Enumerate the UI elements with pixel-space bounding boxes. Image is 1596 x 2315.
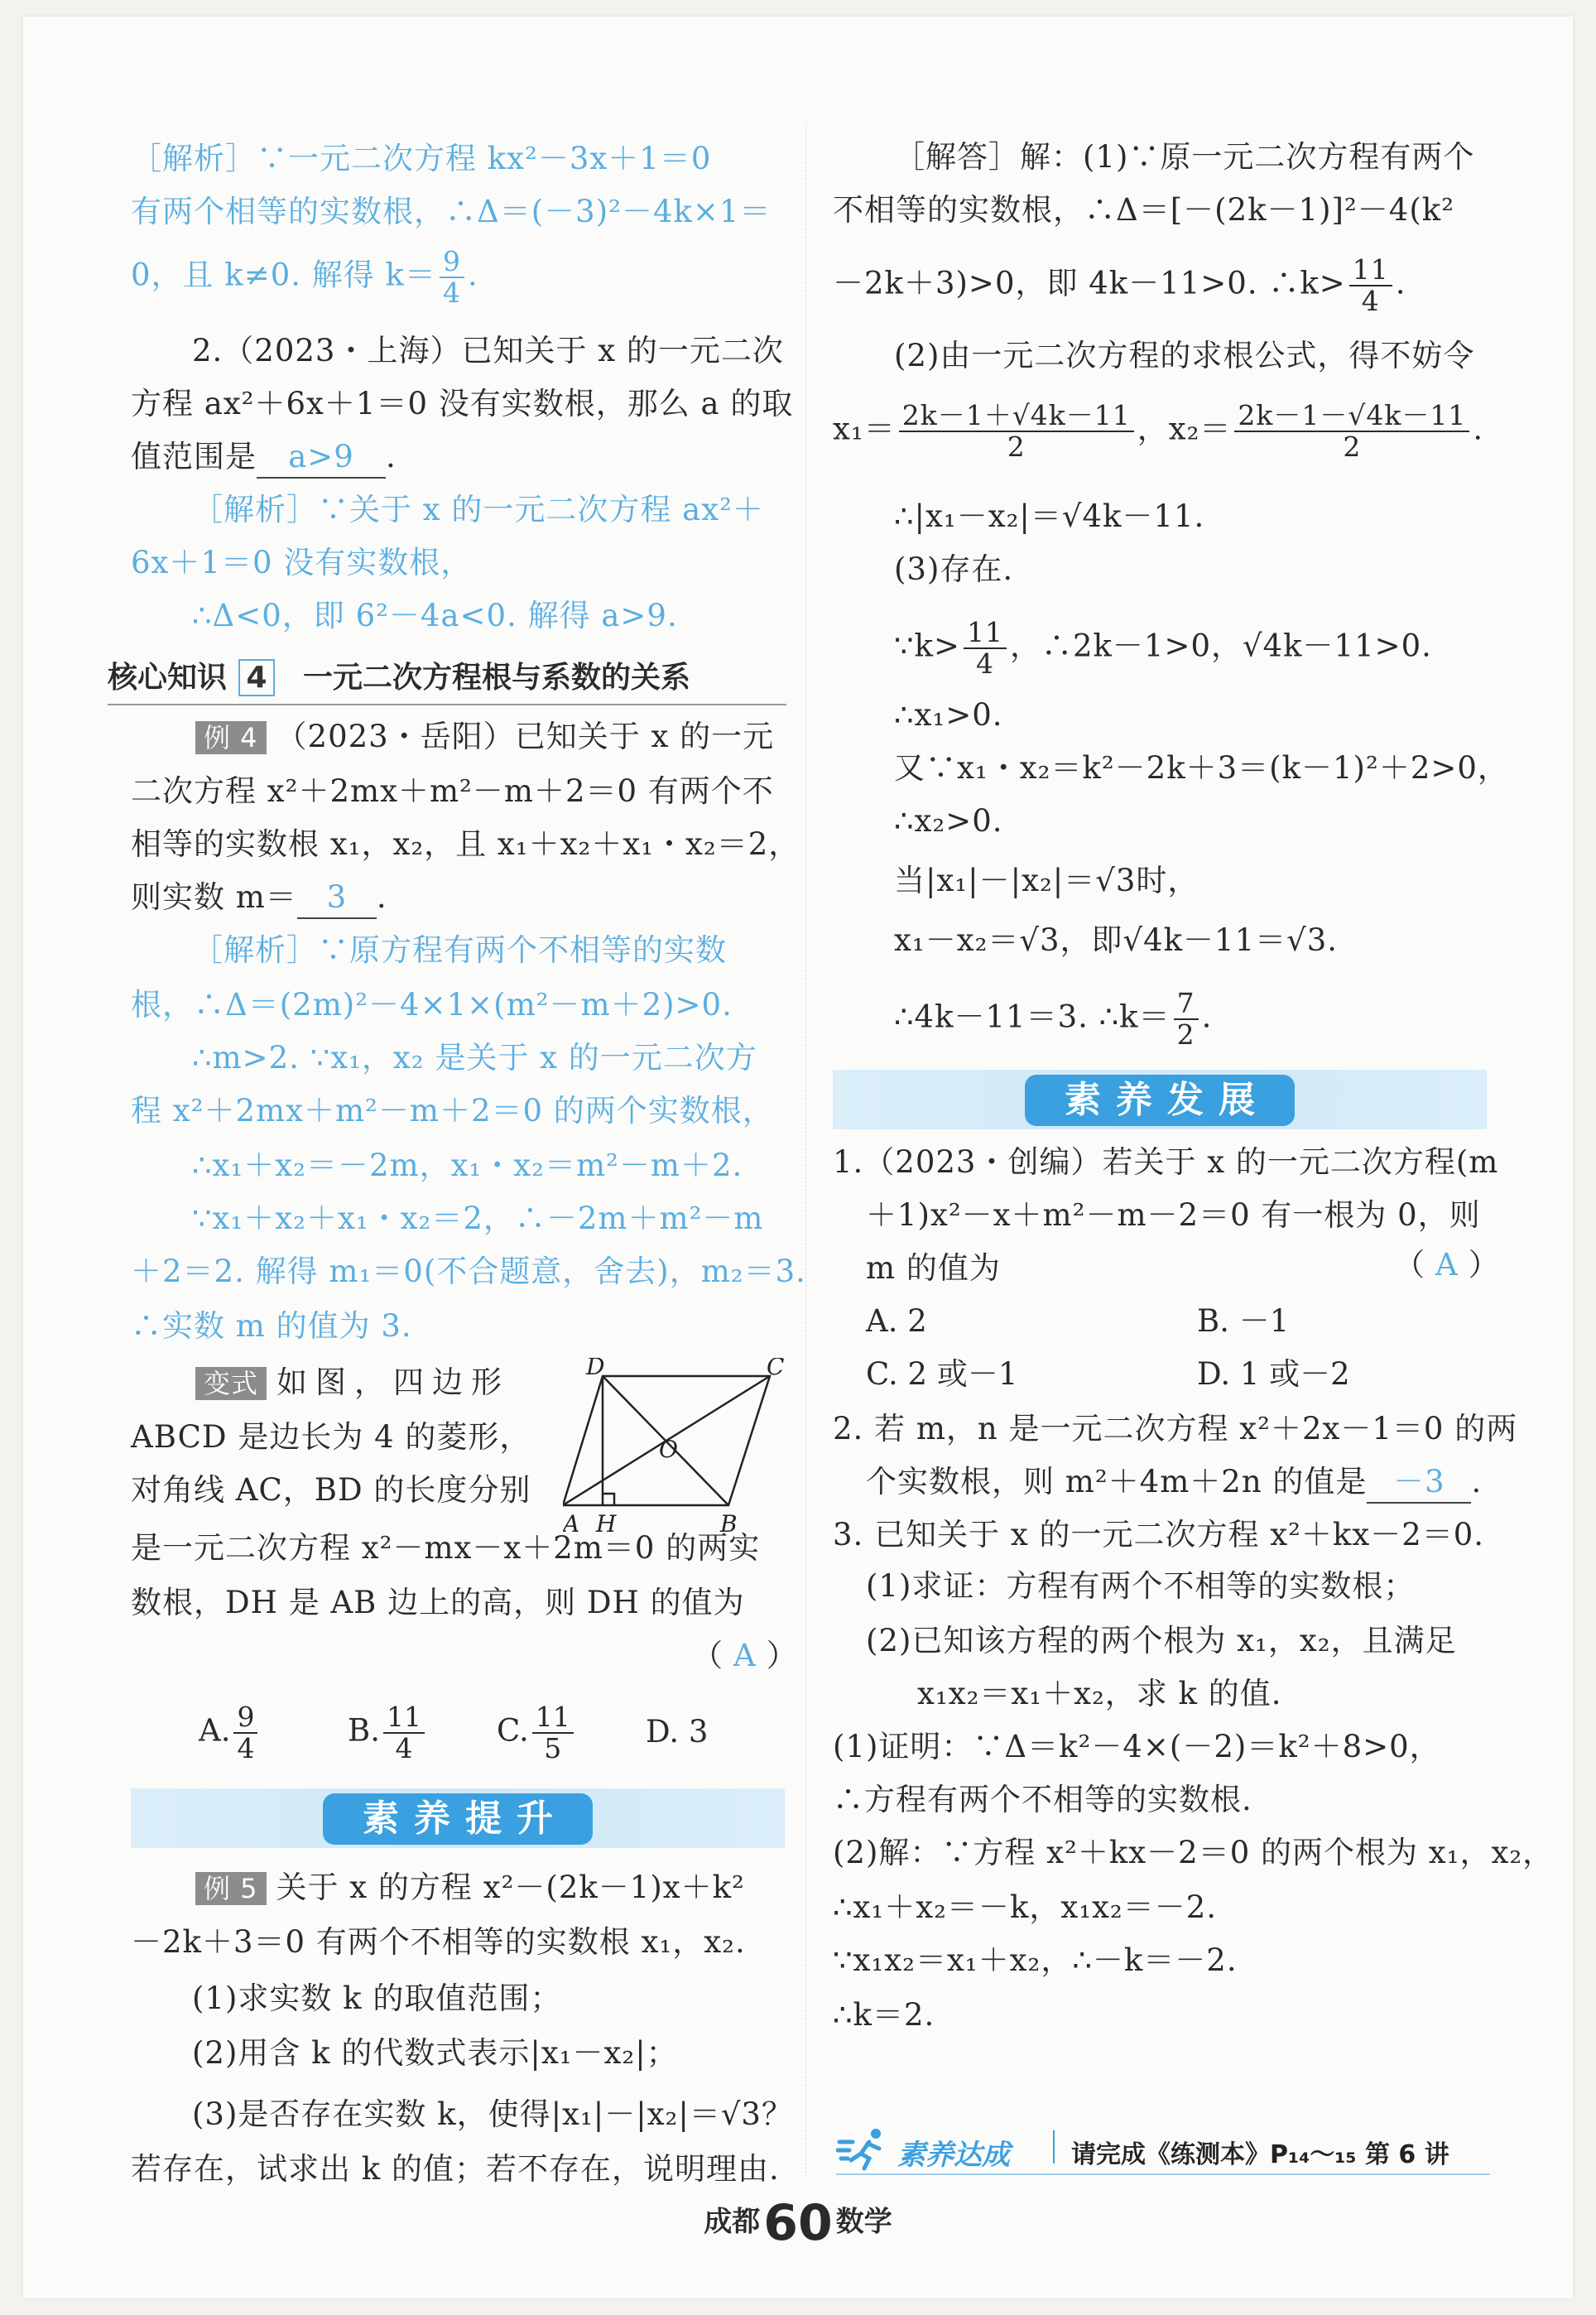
label-D: D <box>586 1358 605 1380</box>
label-O: O <box>659 1436 678 1463</box>
example-4-analysis-1: ［解析］∵原方程有两个不相等的实数 <box>192 932 727 968</box>
solution-line-2: 不相等的实数根，∴Δ＝[－(2k－1)]²－4(k² <box>833 192 1455 228</box>
rhombus-figure <box>563 1358 795 1532</box>
practice-3-line-1: 3. 已知关于 x 的一元二次方程 x²＋kx－2＝0. <box>833 1517 1485 1552</box>
practice-3-line-4: x₁x₂＝x₁＋x₂，求 k 的值. <box>917 1676 1282 1711</box>
answer-blank: －3 <box>1367 1462 1471 1504</box>
example-4-analysis-3: ∴m>2. ∵x₁，x₂ 是关于 x 的一元二次方 <box>192 1040 757 1076</box>
variant-answer: （ A ） <box>692 1638 798 1673</box>
practice-1-line-2: ＋1)x²－x＋m²－m－2＝0 有一根为 0，则 <box>866 1197 1481 1233</box>
option-A: A. $\frac{9}{4}$ <box>199 1702 261 1764</box>
question-2-line-1: 2.（2023・上海）已知关于 x 的一元二次 <box>192 333 784 368</box>
variant-line-1: 变式 如图，四边形 <box>195 1363 510 1403</box>
solution-line-5: x₁＝ $\frac{2k-1+√4k-11}{2}$ ，x₂＝ $\frac{2k-1-√4k-11}{2}$ . <box>833 399 1484 463</box>
analysis-2-line-3: ∴Δ<0，即 6²－4a<0. 解得 a>9. <box>192 598 678 633</box>
variant-line-4: 是一元二次方程 x²－mx－x＋2m＝0 的两实 <box>131 1530 761 1566</box>
analysis-1-line-1: ［解析］∵一元二次方程 kx²－3x＋1＝0 <box>131 141 712 176</box>
practice-3-line-9: ∵x₁x₂＝x₁＋x₂，∴－k＝－2. <box>833 1942 1238 1978</box>
practice-1-option-C: C. 2 或－1 <box>866 1356 1018 1392</box>
section-banner-develop: 素养发展 <box>833 1070 1487 1129</box>
option-B: B. $\frac{11}{4}$ <box>348 1702 428 1764</box>
label-B: B <box>720 1510 738 1532</box>
label-H: H <box>596 1510 617 1532</box>
practice-1-answer: （ A ） <box>1394 1247 1500 1283</box>
example-5-line-6: 若存在，试求出 k 的值；若不存在，说明理由. <box>131 2151 780 2187</box>
practice-3-line-3: (2)已知该方程的两个根为 x₁，x₂，且满足 <box>866 1623 1457 1658</box>
runner-icon <box>836 2125 894 2172</box>
solution-line-14: ∴4k－11＝3. ∴k＝ $\frac{7}{2}$ . <box>894 987 1213 1051</box>
answer-blank: 3 <box>297 878 377 919</box>
variant-line-2: ABCD 是边长为 4 的菱形， <box>131 1419 531 1455</box>
solution-line-1: ［解答］解：(1)∵原一元二次方程有两个 <box>894 139 1475 175</box>
practice-3-line-5: (1)证明：∵Δ＝k²－4×(－2)＝k²＋8>0， <box>833 1729 1441 1764</box>
example-5-line-1: 例 5 关于 x 的方程 x²－(2k－1)x＋k² <box>195 1868 745 1908</box>
practice-3-line-10: ∴k＝2. <box>833 1997 935 2033</box>
page-number: 成都60 数学 <box>704 2194 892 2252</box>
option-C: C. $\frac{11}{5}$ <box>497 1702 577 1764</box>
example-5-tag: 例 5 <box>195 1872 267 1905</box>
practice-1-line-1: 1.（2023・创编）若关于 x 的一元二次方程(m <box>833 1144 1499 1180</box>
label-C: C <box>767 1358 785 1380</box>
answer-blank: a>9 <box>257 437 386 479</box>
label-A: A <box>563 1510 580 1532</box>
footer-divider <box>1053 2130 1055 2163</box>
example-4-analysis-2: 根，∴Δ＝(2m)²－4×1×(m²－m＋2)>0. <box>131 987 733 1023</box>
analysis-1-line-3: 0，且 k≠0. 解得 k＝ $\frac{9}{4}$ . <box>131 245 478 309</box>
analysis-2-line-2: 6x＋1＝0 没有实数根， <box>131 545 473 580</box>
example-4-analysis-8: ∴实数 m 的值为 3. <box>131 1308 412 1344</box>
solution-line-10: 又∵x₁・x₂＝k²－2k＋3＝(k－1)²＋2>0， <box>894 750 1509 786</box>
practice-2-line-2: 个实数根，则 m²＋4m＋2n 的值是 －3 . <box>866 1462 1482 1504</box>
practice-1-line-3: m 的值为 <box>866 1250 1001 1286</box>
column-divider <box>805 124 806 2178</box>
example-4-line-2: 二次方程 x²＋2mx＋m²－m＋2＝0 有两个不 <box>131 773 774 809</box>
example-4-analysis-4: 程 x²＋2mx＋m²－m＋2＝0 的两个实数根， <box>131 1093 774 1129</box>
practice-3-line-6: ∴方程有两个不相等的实数根. <box>833 1782 1252 1817</box>
analysis-2-line-1: ［解析］∵关于 x 的一元二次方程 ax²＋ <box>192 492 764 527</box>
option-D: D. 3 <box>646 1714 709 1749</box>
practice-footer <box>836 2124 1490 2175</box>
example-4-tag: 例 4 <box>195 721 267 754</box>
solution-line-13: x₁－x₂＝√3，即√4k－11＝√3. <box>894 922 1339 958</box>
example-4-analysis-7: ＋2＝2. 解得 m₁＝0(不合题意，舍去)，m₂＝3. <box>131 1254 806 1289</box>
example-4-analysis-6: ∵x₁＋x₂＋x₁・x₂＝2，∴－2m＋m²－m <box>192 1201 764 1236</box>
example-5-line-3: (1)求实数 k 的取值范围； <box>192 1981 562 2016</box>
example-5-line-2: －2k＋3＝0 有两个不相等的实数根 x₁，x₂. <box>131 1924 746 1960</box>
practice-1-option-B: B. －1 <box>1197 1303 1290 1339</box>
variant-line-3: 对角线 AC，BD 的长度分别 <box>131 1472 531 1508</box>
core-knowledge-heading: 核心知识 4 一元二次方程根与系数的关系 <box>108 654 786 705</box>
practice-3-line-8: ∴x₁＋x₂＝－k，x₁x₂＝－2. <box>833 1889 1218 1925</box>
solution-line-6: ∴|x₁－x₂|＝√4k－11. <box>894 498 1205 534</box>
example-4-line-1: 例 4 （2023・岳阳）已知关于 x 的一元 <box>195 717 774 757</box>
variant-line-5: 数根，DH 是 AB 边上的高，则 DH 的值为 <box>131 1585 745 1620</box>
solution-line-9: ∴x₁>0. <box>894 697 1003 733</box>
footer-brand: 素养达成 <box>897 2139 1010 2172</box>
example-4-analysis-5: ∴x₁＋x₂＝－2m，x₁・x₂＝m²－m＋2. <box>192 1148 743 1183</box>
practice-1-option-D: D. 1 或－2 <box>1197 1356 1350 1392</box>
fraction: $\frac{9}{4}$ <box>440 247 464 308</box>
example-4-line-3: 相等的实数根 x₁，x₂，且 x₁＋x₂＋x₁・x₂＝2， <box>131 826 800 862</box>
example-5-line-4: (2)用含 k 的代数式表示|x₁－x₂|； <box>192 2035 678 2071</box>
variant-tag: 变式 <box>195 1367 267 1400</box>
analysis-1-line-2: 有两个相等的实数根，∴Δ＝(－3)²－4k×1＝ <box>131 194 772 229</box>
footer-text: 请完成《练测本》P₁₄～₁₅ 第 6 讲 <box>1071 2140 1449 2169</box>
solution-line-4: (2)由一元二次方程的求根公式，得不妨令 <box>894 338 1475 373</box>
section-banner-improve: 素养提升 <box>131 1788 785 1848</box>
question-2-line-3: 值范围是 a>9 . <box>131 437 397 479</box>
practice-1-option-A: A. 2 <box>866 1303 927 1339</box>
solution-line-8: ∵k> $\frac{11}{4}$ ，∴2k－1>0，√4k－11>0. <box>894 616 1432 680</box>
solution-line-7: (3)存在. <box>894 551 1014 587</box>
solution-line-12: 当|x₁|－|x₂|＝√3时， <box>894 863 1199 898</box>
question-2-line-2: 方程 ax²＋6x＋1＝0 没有实数根，那么 a 的取 <box>131 386 794 421</box>
example-5-line-5: (3)是否存在实数 k，使得|x₁|－|x₂|＝√3？ <box>192 2096 793 2132</box>
practice-3-line-2: (1)求证：方程有两个不相等的实数根； <box>866 1568 1416 1604</box>
practice-3-line-7: (2)解：∵方程 x²＋kx－2＝0 的两个根为 x₁，x₂， <box>833 1835 1555 1870</box>
practice-2-line-1: 2. 若 m，n 是一元二次方程 x²＋2x－1＝0 的两 <box>833 1411 1518 1446</box>
example-4-line-4: 则实数 m＝ 3 . <box>131 878 387 919</box>
solution-line-3: －2k＋3)>0，即 4k－11>0. ∴k> $\frac{11}{4}$ . <box>833 253 1406 317</box>
solution-line-11: ∴x₂>0. <box>894 803 1003 839</box>
